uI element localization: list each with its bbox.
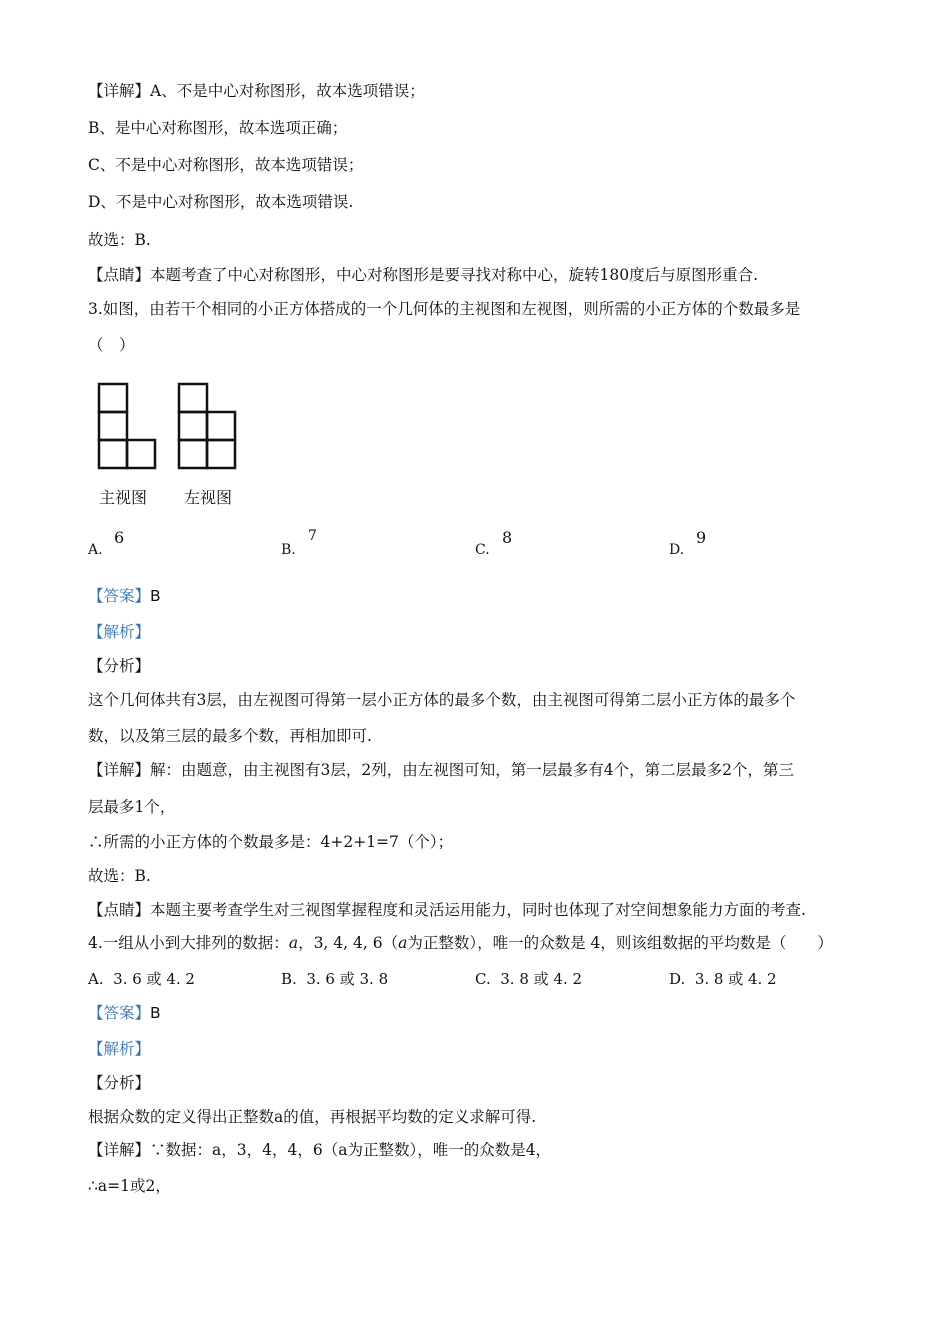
q4-option-b	[281, 968, 388, 989]
front-view-diagram	[99, 384, 155, 468]
detail-text: ∵数据：a，3，4，4，6（a为正整数），唯一的众数是4，	[150, 1141, 552, 1159]
q2-detail-line-d: D、不是中心对称图形，故本选项错误.	[88, 193, 354, 211]
question-text-2: ，3, 4, 4, 6（	[298, 934, 399, 952]
q3-comment	[88, 899, 806, 921]
answer-value: B	[150, 587, 161, 605]
question-text: 如图，由若干个相同的小正方体搭成的一个几何体的主视图和左视图，则所需的小正方体的个数最多是	[102, 300, 801, 318]
detail-tag: 【详解】	[88, 1141, 151, 1159]
answer-tag: 【答案】	[88, 1004, 151, 1022]
q4-option-a	[88, 968, 195, 989]
left-view-caption: 左视图	[184, 488, 233, 507]
q2-detail-line-b: B、是中心对称图形，故本选项正确；	[88, 119, 348, 137]
q4-fenxi-text: 根据众数的定义得出正整数a的值，再根据平均数的定义求解可得.	[88, 1108, 537, 1126]
q3-option-d-value: 9	[696, 528, 707, 547]
option-value: 3. 6 或 4. 2	[113, 970, 195, 988]
q3-option-c-value: 8	[502, 528, 513, 547]
q3-choice: 故选：B.	[88, 867, 151, 885]
question-number: 3.	[88, 300, 103, 318]
comment-text: 本题主要考查学生对三视图掌握程度和灵活运用能力，同时也体现了对空间想象能力方面的考查.	[150, 901, 806, 919]
detail-text: 解：由题意，由主视图有3层，2列，由左视图可知，第一层最多有4个，第二层最多2个，第三	[150, 761, 794, 779]
option-letter: D.	[669, 970, 686, 988]
q3-detail-line-2: 层最多1个，	[88, 798, 176, 816]
q4-option-d	[669, 968, 777, 989]
three-view-figure	[95, 380, 255, 474]
variable-a-2: a	[398, 934, 408, 952]
q2-comment	[88, 264, 758, 286]
option-value: 3. 8 或 4. 2	[694, 970, 777, 988]
detail-tag: 【详解】	[88, 82, 151, 100]
comment-text: 本题考查了中心对称图形，中心对称图形是要寻找对称中心，旋转180度后与原图形重合.	[150, 266, 759, 284]
q4-fenxi-tag: 【分析】	[88, 1074, 151, 1092]
q4-option-c	[475, 968, 582, 989]
q2-detail-line-a	[88, 80, 425, 102]
q3-detail-line-1	[88, 759, 794, 781]
q4-analysis-tag: 【解析】	[88, 1040, 151, 1058]
q4-detail-line-1	[88, 1139, 551, 1161]
option-letter: A.	[88, 970, 104, 988]
option-value: 3. 6 或 3. 8	[306, 970, 389, 988]
q3-option-d-letter: D.	[669, 542, 685, 558]
q3-bracket: （ ）	[88, 336, 135, 354]
question-text-3: 为正整数），唯一的众数是 4，则该组数据的平均数是（ ）	[407, 934, 833, 952]
q3-option-c-letter: C.	[475, 542, 490, 558]
q3-detail-line-3: ∴所需的小正方体的个数最多是：4+2+1=7（个）；	[88, 833, 454, 851]
comment-tag: 【点睛】	[88, 901, 151, 919]
left-view-diagram	[179, 384, 235, 468]
q3-fenxi-line-1: 这个几何体共有3层，由左视图可得第一层小正方体的最多个数，由主视图可得第二层小正方体的最多个	[88, 691, 796, 709]
option-letter: B.	[281, 970, 297, 988]
option-letter: C.	[475, 970, 491, 988]
q3-stem	[88, 298, 800, 320]
q2-choice: 故选：B.	[88, 231, 151, 249]
q4-detail-line-2: ∴a=1或2，	[88, 1177, 171, 1195]
detail-text: A、不是中心对称图形，故本选项错误；	[150, 82, 425, 100]
front-view-caption: 主视图	[99, 488, 148, 507]
q4-answer	[88, 1002, 161, 1024]
answer-tag: 【答案】	[88, 587, 151, 605]
q3-option-b-letter: B.	[281, 542, 296, 558]
q3-answer	[88, 585, 161, 607]
question-text-1: 一组从小到大排列的数据：	[102, 934, 289, 952]
variable-a: a	[288, 934, 299, 952]
q2-detail-line-c: C、不是中心对称图形，故本选项错误；	[88, 156, 364, 174]
q3-fenxi-line-2: 数，以及第三层的最多个数，再相加即可.	[88, 727, 372, 745]
q3-option-a-letter: A.	[88, 542, 103, 558]
q3-option-a-value: 6	[114, 528, 125, 547]
answer-value: B	[150, 1004, 161, 1022]
question-number: 4.	[88, 934, 103, 952]
option-value: 3. 8 或 4. 2	[500, 970, 583, 988]
q3-option-b-value: 7	[308, 528, 317, 544]
q4-stem	[88, 932, 833, 954]
q3-analysis-tag: 【解析】	[88, 623, 151, 641]
q3-fenxi-tag: 【分析】	[88, 657, 151, 675]
comment-tag: 【点睛】	[88, 266, 151, 284]
detail-tag: 【详解】	[88, 761, 151, 779]
